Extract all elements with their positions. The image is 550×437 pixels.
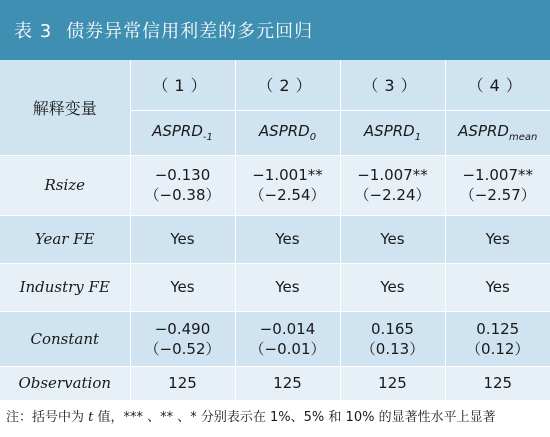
table-number: 表 3 bbox=[14, 21, 53, 42]
table-cell bbox=[340, 155, 445, 215]
cell-tstat: （0.13） bbox=[360, 339, 425, 358]
table-cell bbox=[445, 263, 550, 311]
row-label: Observation bbox=[0, 366, 130, 400]
table-title-bar bbox=[0, 0, 550, 60]
cell-tstat: （−0.52） bbox=[144, 339, 221, 358]
cell-value: Yes bbox=[170, 278, 195, 296]
cell-value: Yes bbox=[485, 278, 510, 296]
cell-tstat: （−0.01） bbox=[249, 339, 326, 358]
cell-value: 0.165 bbox=[371, 319, 414, 338]
col-variable bbox=[130, 110, 235, 155]
col-variable-name: ASPRD bbox=[363, 122, 415, 140]
table-row bbox=[0, 155, 550, 215]
table-cell bbox=[130, 215, 235, 263]
cell-tstat: （−2.24） bbox=[354, 186, 431, 204]
table-cell bbox=[445, 155, 550, 215]
cell-value: 0.125 bbox=[476, 319, 520, 338]
row-label: Year FE bbox=[0, 215, 130, 263]
cell-value: −0.014 bbox=[259, 319, 316, 338]
row-label: Rsize bbox=[0, 155, 130, 215]
table-cell bbox=[235, 215, 340, 263]
header-row-label: 解释变量 bbox=[0, 60, 130, 155]
regression-table bbox=[0, 60, 550, 401]
cell-value: −1.007** bbox=[462, 166, 533, 184]
cell-value: 125 bbox=[273, 374, 302, 392]
cell-value: Yes bbox=[275, 278, 300, 296]
col-variable bbox=[340, 110, 445, 155]
cell-tstat: （−2.54） bbox=[249, 186, 326, 204]
col-variable-sub: mean bbox=[508, 132, 538, 143]
col-number: （3） bbox=[340, 60, 445, 110]
header-row-numbers bbox=[0, 60, 550, 110]
row-label: Constant bbox=[0, 311, 130, 366]
table-cell bbox=[235, 155, 340, 215]
cell-value: Yes bbox=[170, 230, 195, 248]
table-cell bbox=[340, 311, 445, 366]
table-cell bbox=[445, 215, 550, 263]
cell-value: Yes bbox=[380, 278, 405, 296]
table-cell bbox=[235, 263, 340, 311]
table-cell bbox=[340, 366, 445, 400]
regression-table-wrap bbox=[0, 60, 550, 400]
cell-value: 125 bbox=[168, 374, 197, 392]
table-cell bbox=[130, 263, 235, 311]
footnote-suffix: 值，*** 、** 、* 分别表示在 1%、5% 和 10% 的显著性水平上显著 bbox=[93, 410, 496, 425]
col-variable-sub: 0 bbox=[309, 132, 317, 143]
footnote-prefix: 注：括号中为 bbox=[6, 410, 89, 425]
col-variable-name: ASPRD bbox=[152, 122, 203, 140]
col-variable-name: ASPRD bbox=[258, 122, 310, 140]
cell-value: −1.001** bbox=[252, 166, 323, 184]
table-footnote bbox=[6, 404, 546, 432]
table-cell bbox=[235, 366, 340, 400]
table-cell bbox=[130, 366, 235, 400]
table-cell bbox=[445, 311, 550, 366]
cell-value: Yes bbox=[275, 230, 300, 248]
col-variable-sub: 1 bbox=[414, 132, 422, 143]
cell-value: −1.007** bbox=[357, 166, 428, 184]
table-row bbox=[0, 366, 550, 400]
table-cell bbox=[130, 155, 235, 215]
col-variable-sub: -1 bbox=[202, 132, 213, 143]
cell-value: −0.490 bbox=[154, 319, 211, 338]
table-cell bbox=[340, 263, 445, 311]
col-variable-name: ASPRD bbox=[458, 122, 509, 140]
table-row bbox=[0, 311, 550, 366]
table-cell bbox=[235, 311, 340, 366]
table-cell bbox=[130, 311, 235, 366]
table-title: 债券异常信用利差的多元回归 bbox=[66, 21, 314, 42]
cell-value: −0.130 bbox=[154, 166, 211, 184]
col-number: （1） bbox=[130, 60, 235, 110]
cell-tstat: （−2.57） bbox=[459, 186, 536, 204]
row-label: Industry FE bbox=[0, 263, 130, 311]
col-variable bbox=[445, 110, 550, 155]
col-number: （4） bbox=[445, 60, 550, 110]
col-number: （2） bbox=[235, 60, 340, 110]
table-cell bbox=[445, 366, 550, 400]
table-row bbox=[0, 215, 550, 263]
cell-value: 125 bbox=[378, 374, 407, 392]
cell-tstat: （0.12） bbox=[466, 339, 530, 358]
cell-value: Yes bbox=[485, 230, 510, 248]
cell-value: Yes bbox=[380, 230, 405, 248]
col-variable bbox=[235, 110, 340, 155]
footnote-t: t bbox=[88, 410, 94, 425]
cell-value: 125 bbox=[483, 374, 513, 392]
cell-tstat: （−0.38） bbox=[144, 186, 221, 204]
table-cell bbox=[340, 215, 445, 263]
table-row bbox=[0, 263, 550, 311]
